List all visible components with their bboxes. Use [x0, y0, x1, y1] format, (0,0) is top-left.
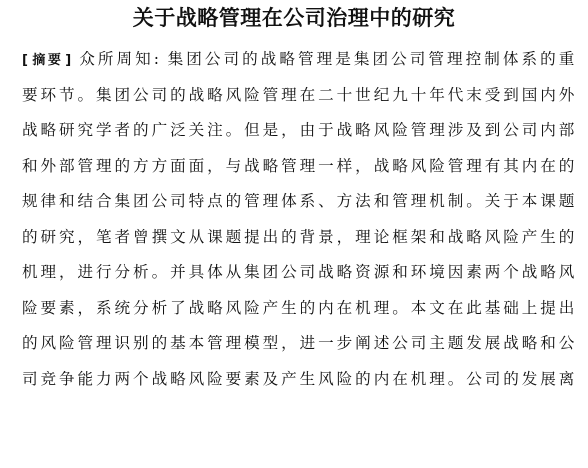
abstract-line: 和外部管理的方方面面，与战略管理一样，战略风险管理有其内在的 — [22, 156, 575, 175]
abstract-line: 规律和结合集团公司特点的管理体系、方法和管理机制。关于本课题 — [22, 192, 575, 210]
abstract-text: 众所周知: 集团公司的战略管理是集团公司管理控制体系的重 — [79, 50, 575, 68]
abstract-label-text: 摘要 — [29, 53, 64, 68]
abstract-line — [22, 42, 575, 78]
paper-title: 关于战略管理在公司治理中的研究 — [132, 6, 456, 30]
abstract-label-close-bracket: ] — [65, 53, 72, 68]
abstract-label — [22, 53, 71, 68]
abstract-section — [22, 42, 575, 397]
abstract-line: 战略研究学者的广泛关注。但是，由于战略风险管理涉及到公司内部 — [22, 121, 575, 139]
abstract-line: 要环节。集团公司的战略风险管理在二十世纪九十年代末受到国内外 — [22, 85, 575, 104]
abstract-label-open-bracket: [ — [22, 53, 28, 68]
abstract-line: 险要素，系统分析了战略风险产生的内在机理。本文在此基础上提出 — [22, 298, 575, 317]
abstract-line: 的风险管理识别的基本管理模型，进一步阐述公司主题发展战略和公 — [22, 334, 575, 352]
abstract-line: 的研究，笔者曾撰文从课题提出的背景，理论框架和战略风险产生的 — [22, 227, 575, 246]
abstract-line: 司竞争能力两个战略风险要素及产生风险的内在机理。公司的发展离 — [22, 369, 575, 388]
abstract-line: 机理，进行分析。并具体从集团公司战略资源和环境因素两个战略风 — [22, 263, 575, 281]
